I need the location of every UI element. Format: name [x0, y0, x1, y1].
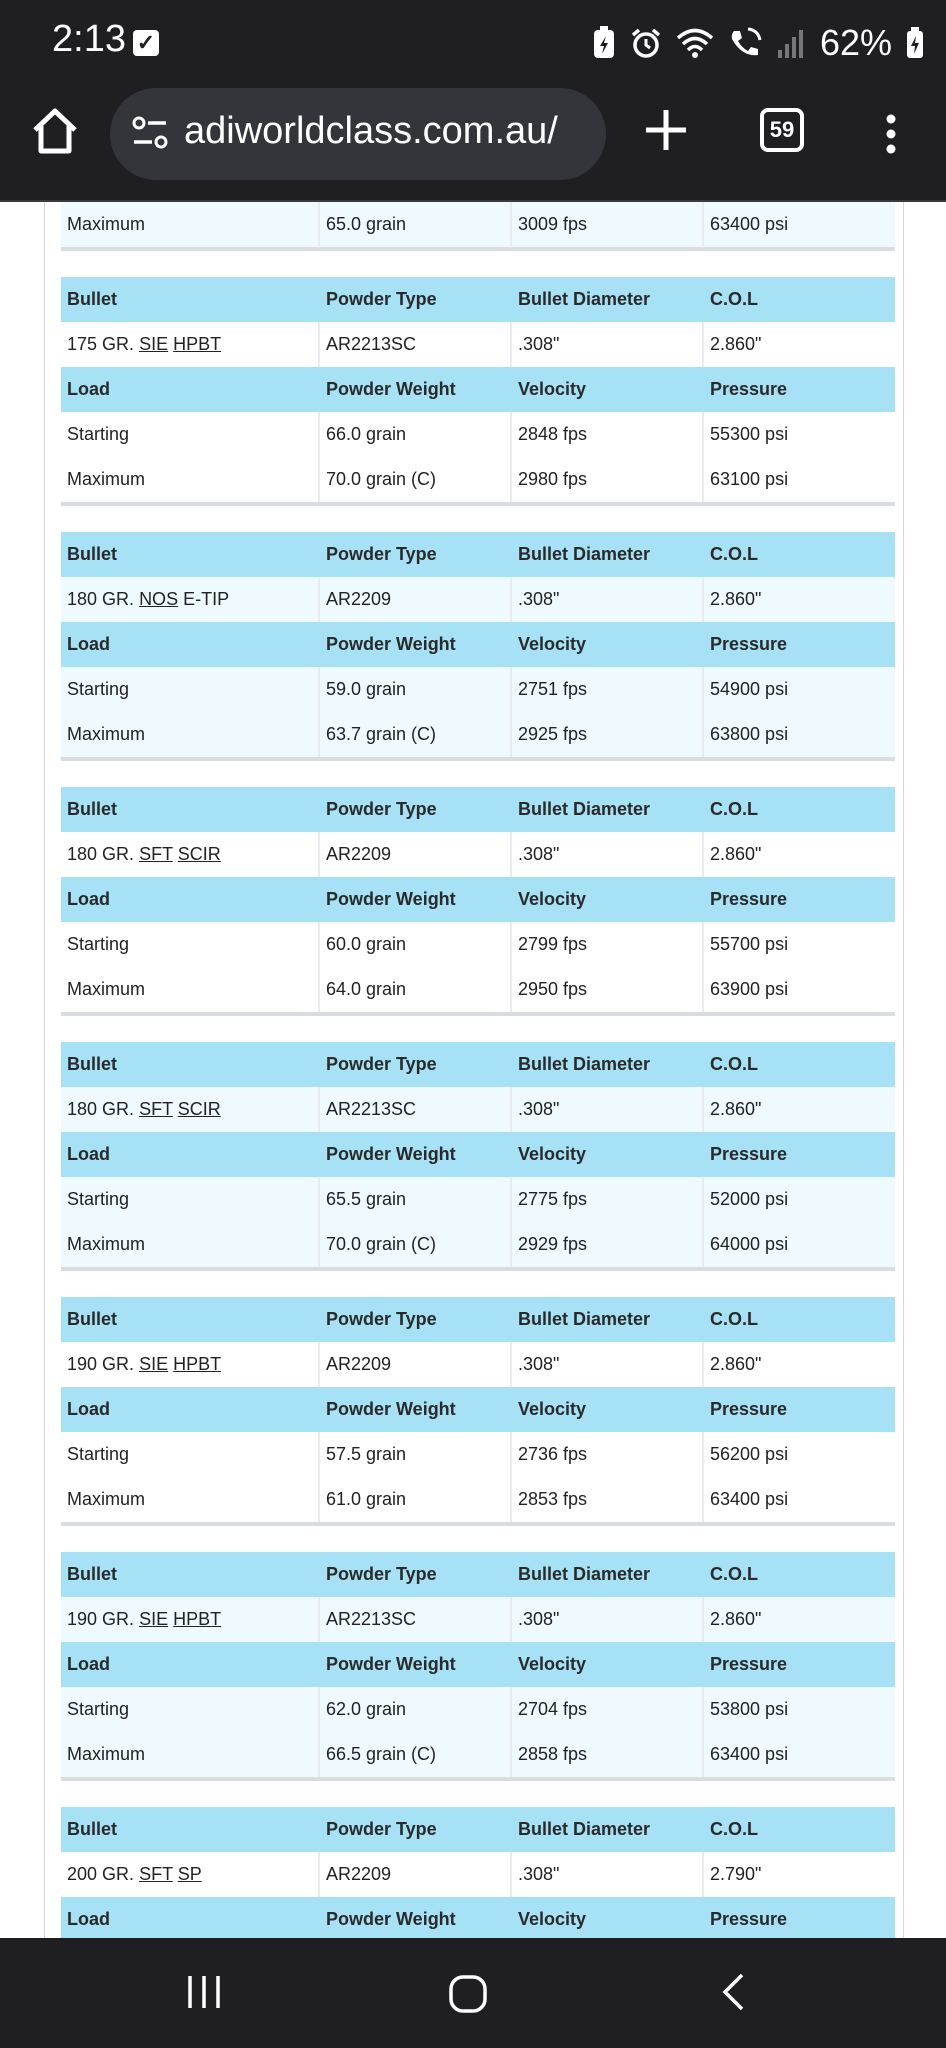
bullet-abbreviation-link[interactable]: HPBT	[173, 334, 222, 354]
table-header-row	[61, 1642, 895, 1687]
back-icon[interactable]	[720, 1972, 746, 2012]
load-table	[61, 1297, 895, 1526]
velocity-cell: 2853 fps	[512, 1477, 704, 1522]
status-time: 2:13	[52, 18, 126, 60]
header-col: C.O.L	[704, 1552, 895, 1597]
bullet-cell	[61, 577, 320, 622]
header-bullet: Bullet	[61, 1552, 320, 1597]
col-cell: 2.860"	[710, 1609, 762, 1629]
header-col: C.O.L	[704, 787, 895, 832]
powder-weight-cell: 66.0 grain	[320, 412, 512, 457]
bullet-weight: 175 GR.	[67, 334, 135, 354]
bullet-diameter-cell: .308"	[512, 577, 704, 622]
velocity-cell: 2704 fps	[512, 1687, 704, 1732]
bullet-cell	[61, 1852, 320, 1897]
pressure-cell: 52000 psi	[710, 1189, 789, 1209]
home-icon[interactable]	[30, 106, 80, 156]
checkbox-notification-icon: ✓	[133, 30, 159, 56]
header-bullet: Bullet	[61, 1807, 320, 1852]
header-velocity: Velocity	[512, 622, 704, 667]
recent-apps-icon[interactable]	[186, 1974, 222, 2010]
powder-weight-cell: 61.0 grain	[320, 1477, 512, 1522]
header-col: C.O.L	[704, 532, 895, 577]
header-bullet-diameter: Bullet Diameter	[512, 277, 704, 322]
velocity-cell: 2929 fps	[512, 1222, 704, 1267]
table-row	[61, 1732, 895, 1777]
table-header-row	[61, 1387, 895, 1432]
table-header-row	[61, 622, 895, 667]
bullet-diameter-cell: .308"	[512, 1087, 704, 1132]
table-row	[61, 667, 895, 712]
bullet-weight: 190 GR.	[67, 1354, 135, 1374]
bullet-cell	[61, 1087, 320, 1132]
table-row	[61, 1687, 895, 1732]
bullet-abbreviation-link[interactable]: SFT	[139, 1864, 173, 1884]
header-velocity: Velocity	[512, 1642, 704, 1687]
load-cell: Starting	[61, 1687, 320, 1732]
header-bullet: Bullet	[61, 277, 320, 322]
powder-weight-cell: 64.0 grain	[320, 967, 512, 1012]
velocity-cell: 2848 fps	[512, 412, 704, 457]
header-col: C.O.L	[704, 1042, 895, 1087]
table-row	[61, 1477, 895, 1522]
more-options-icon[interactable]	[876, 114, 906, 154]
battery-saver-icon	[592, 26, 616, 60]
load-table	[61, 1042, 895, 1271]
header-powder-weight: Powder Weight	[320, 1642, 512, 1687]
powder-weight-cell: 59.0 grain	[320, 667, 512, 712]
col-cell: 2.790"	[710, 1864, 762, 1884]
load-cell: Starting	[61, 412, 320, 457]
bullet-abbreviation-link[interactable]: SP	[177, 1864, 202, 1884]
velocity-cell: 2799 fps	[512, 922, 704, 967]
table-header-row	[61, 532, 895, 577]
header-bullet-diameter: Bullet Diameter	[512, 787, 704, 832]
table-row	[61, 412, 895, 457]
table-header-row	[61, 1297, 895, 1342]
bullet-weight: 180 GR.	[67, 1099, 135, 1119]
powder-weight-cell: 65.5 grain	[320, 1177, 512, 1222]
bullet-abbreviation-link[interactable]: HPBT	[173, 1609, 222, 1629]
bullet-diameter-cell: .308"	[512, 1342, 704, 1387]
bullet-weight: 180 GR.	[67, 589, 135, 609]
table-row	[61, 1342, 895, 1387]
velocity-cell: 2980 fps	[512, 457, 704, 502]
velocity-cell: 2751 fps	[512, 667, 704, 712]
url-text[interactable]: adiworldclass.com.au/	[184, 110, 558, 152]
col-cell: 2.860"	[710, 844, 762, 864]
table-row	[61, 1597, 895, 1642]
table-header-row	[61, 1897, 895, 1938]
powder-type-cell: AR2209	[320, 1852, 512, 1897]
pressure-cell: 64000 psi	[710, 1234, 789, 1254]
pressure-cell: 63400 psi	[710, 1744, 789, 1764]
home-nav-icon[interactable]	[448, 1974, 488, 2014]
header-velocity: Velocity	[512, 877, 704, 922]
address-bar[interactable]	[110, 88, 606, 180]
pressure-cell: 63900 psi	[710, 979, 789, 999]
bullet-abbreviation-link[interactable]: SCIR	[177, 1099, 221, 1119]
bullet-diameter-cell: .308"	[512, 1852, 704, 1897]
pressure-cell: 56200 psi	[710, 1444, 789, 1464]
header-pressure: Pressure	[704, 1132, 895, 1177]
load-cell: Starting	[61, 922, 320, 967]
bullet-abbreviation-link[interactable]: SIE	[139, 1354, 169, 1374]
table-header-row	[61, 1042, 895, 1087]
wifi-calling-icon	[728, 27, 762, 59]
battery-percent: 62%	[819, 22, 892, 63]
load-cell: Maximum	[61, 1477, 320, 1522]
table-row	[61, 1432, 895, 1477]
web-page-content	[44, 202, 904, 1938]
header-powder-type: Powder Type	[320, 787, 512, 832]
header-bullet-diameter: Bullet Diameter	[512, 1042, 704, 1087]
velocity-cell: 2736 fps	[512, 1432, 704, 1477]
table-row	[61, 1852, 895, 1897]
bullet-abbreviation-link[interactable]: SIE	[139, 1609, 169, 1629]
table-row	[61, 922, 895, 967]
header-pressure: Pressure	[704, 1387, 895, 1432]
table-header-row	[61, 277, 895, 322]
load-table	[61, 787, 895, 1016]
load-cell: Maximum	[61, 457, 320, 502]
pressure-cell: 63100 psi	[710, 469, 789, 489]
header-powder-weight: Powder Weight	[320, 1132, 512, 1177]
load-cell: Maximum	[61, 202, 320, 247]
header-powder-weight: Powder Weight	[320, 877, 512, 922]
wifi-icon	[676, 27, 714, 59]
pressure-cell: 63800 psi	[710, 724, 789, 744]
bullet-abbreviation-link[interactable]: SCIR	[177, 844, 221, 864]
header-load: Load	[61, 367, 320, 412]
header-powder-type: Powder Type	[320, 1297, 512, 1342]
velocity-cell: 2925 fps	[512, 712, 704, 757]
system-nav-bar	[0, 1938, 946, 2048]
status-bar	[0, 0, 946, 88]
powder-type-cell: AR2213SC	[320, 322, 512, 367]
load-data-tables	[61, 202, 895, 1938]
bullet-cell	[61, 1597, 320, 1642]
load-cell: Starting	[61, 1177, 320, 1222]
bullet-diameter-cell: .308"	[512, 1597, 704, 1642]
pressure-cell: 54900 psi	[710, 679, 789, 699]
header-velocity: Velocity	[512, 1387, 704, 1432]
header-bullet-diameter: Bullet Diameter	[512, 1807, 704, 1852]
header-powder-type: Powder Type	[320, 1807, 512, 1852]
col-cell: 2.860"	[710, 1099, 762, 1119]
header-bullet: Bullet	[61, 1042, 320, 1087]
table-row	[61, 202, 895, 247]
load-table-partial	[61, 202, 895, 251]
header-load: Load	[61, 1132, 320, 1177]
table-header-row	[61, 1807, 895, 1852]
header-powder-weight: Powder Weight	[320, 367, 512, 412]
powder-weight-cell: 60.0 grain	[320, 922, 512, 967]
pressure-cell: 63400 psi	[710, 1489, 789, 1509]
bullet-weight: 180 GR.	[67, 844, 135, 864]
powder-weight-cell: 66.5 grain (C)	[320, 1732, 512, 1777]
header-bullet: Bullet	[61, 787, 320, 832]
powder-type-cell: AR2213SC	[320, 1087, 512, 1132]
pressure-cell: 63400 psi	[710, 214, 789, 234]
header-col: C.O.L	[704, 1807, 895, 1852]
table-header-row	[61, 367, 895, 412]
header-pressure: Pressure	[704, 622, 895, 667]
header-powder-type: Powder Type	[320, 277, 512, 322]
load-cell: Starting	[61, 1432, 320, 1477]
bullet-cell	[61, 832, 320, 877]
table-row	[61, 712, 895, 757]
powder-weight-cell: 70.0 grain (C)	[320, 457, 512, 502]
table-row	[61, 967, 895, 1012]
powder-type-cell: AR2213SC	[320, 1597, 512, 1642]
bullet-diameter-cell: .308"	[512, 832, 704, 877]
load-cell: Starting	[61, 667, 320, 712]
header-col: C.O.L	[704, 277, 895, 322]
table-header-row	[61, 1552, 895, 1597]
tab-switcher-button[interactable]: 59	[760, 108, 804, 152]
header-load: Load	[61, 1897, 320, 1938]
load-cell: Maximum	[61, 967, 320, 1012]
bullet-weight: 190 GR.	[67, 1609, 135, 1629]
header-load: Load	[61, 877, 320, 922]
header-velocity: Velocity	[512, 367, 704, 412]
header-pressure: Pressure	[704, 877, 895, 922]
header-powder-weight: Powder Weight	[320, 1387, 512, 1432]
bullet-suffix: E-TIP	[183, 589, 230, 609]
pressure-cell: 55700 psi	[710, 934, 789, 954]
header-bullet-diameter: Bullet Diameter	[512, 532, 704, 577]
powder-weight-cell: 63.7 grain (C)	[320, 712, 512, 757]
bullet-abbreviation-link[interactable]: SIE	[139, 334, 169, 354]
header-powder-weight: Powder Weight	[320, 622, 512, 667]
load-cell: Maximum	[61, 1222, 320, 1267]
table-row	[61, 322, 895, 367]
load-cell: Maximum	[61, 712, 320, 757]
table-row	[61, 1177, 895, 1222]
velocity-cell: 2858 fps	[512, 1732, 704, 1777]
header-bullet-diameter: Bullet Diameter	[512, 1297, 704, 1342]
bullet-abbreviation-link[interactable]: SFT	[139, 1099, 173, 1119]
header-bullet: Bullet	[61, 1297, 320, 1342]
signal-icon	[776, 28, 806, 58]
header-load: Load	[61, 1387, 320, 1432]
bullet-diameter-cell: .308"	[512, 322, 704, 367]
header-pressure: Pressure	[704, 367, 895, 412]
bullet-cell	[61, 1342, 320, 1387]
table-header-row	[61, 787, 895, 832]
header-powder-type: Powder Type	[320, 1042, 512, 1087]
bullet-abbreviation-link[interactable]: HPBT	[173, 1354, 222, 1374]
bullet-cell	[61, 322, 320, 367]
header-col: C.O.L	[704, 1297, 895, 1342]
velocity-cell: 2775 fps	[512, 1177, 704, 1222]
powder-type-cell: AR2209	[320, 577, 512, 622]
alarm-icon	[630, 27, 662, 59]
header-bullet-diameter: Bullet Diameter	[512, 1552, 704, 1597]
powder-weight-cell: 70.0 grain (C)	[320, 1222, 512, 1267]
bullet-abbreviation-link[interactable]: NOS	[139, 589, 179, 609]
powder-type-cell: AR2209	[320, 832, 512, 877]
load-table	[61, 1552, 895, 1781]
load-cell: Maximum	[61, 1732, 320, 1777]
header-pressure: Pressure	[704, 1642, 895, 1687]
new-tab-icon[interactable]	[644, 108, 688, 152]
table-header-row	[61, 1132, 895, 1177]
bullet-abbreviation-link[interactable]: SFT	[139, 844, 173, 864]
load-table	[61, 1807, 895, 1938]
status-icons	[592, 22, 924, 64]
bullet-weight: 200 GR.	[67, 1864, 135, 1884]
pressure-cell: 55300 psi	[710, 424, 789, 444]
header-load: Load	[61, 1642, 320, 1687]
table-row	[61, 832, 895, 877]
header-velocity: Velocity	[512, 1132, 704, 1177]
header-powder-type: Powder Type	[320, 532, 512, 577]
col-cell: 2.860"	[710, 589, 762, 609]
load-table	[61, 532, 895, 761]
powder-weight-cell: 57.5 grain	[320, 1432, 512, 1477]
table-row	[61, 577, 895, 622]
header-bullet: Bullet	[61, 532, 320, 577]
header-powder-weight: Powder Weight	[320, 1897, 512, 1938]
powder-weight-cell: 62.0 grain	[320, 1687, 512, 1732]
header-pressure: Pressure	[704, 1897, 895, 1938]
col-cell: 2.860"	[710, 334, 762, 354]
table-row	[61, 1087, 895, 1132]
header-powder-type: Powder Type	[320, 1552, 512, 1597]
battery-charging-icon	[906, 27, 924, 59]
browser-toolbar	[0, 88, 946, 202]
pressure-cell: 53800 psi	[710, 1699, 789, 1719]
velocity-cell: 3009 fps	[512, 202, 704, 247]
table-row	[61, 1222, 895, 1267]
site-settings-icon[interactable]	[132, 115, 168, 151]
header-velocity: Velocity	[512, 1897, 704, 1938]
header-load: Load	[61, 622, 320, 667]
powder-weight-cell: 65.0 grain	[320, 202, 512, 247]
col-cell: 2.860"	[710, 1354, 762, 1374]
table-row	[61, 457, 895, 502]
powder-type-cell: AR2209	[320, 1342, 512, 1387]
velocity-cell: 2950 fps	[512, 967, 704, 1012]
table-header-row	[61, 877, 895, 922]
load-table	[61, 277, 895, 506]
